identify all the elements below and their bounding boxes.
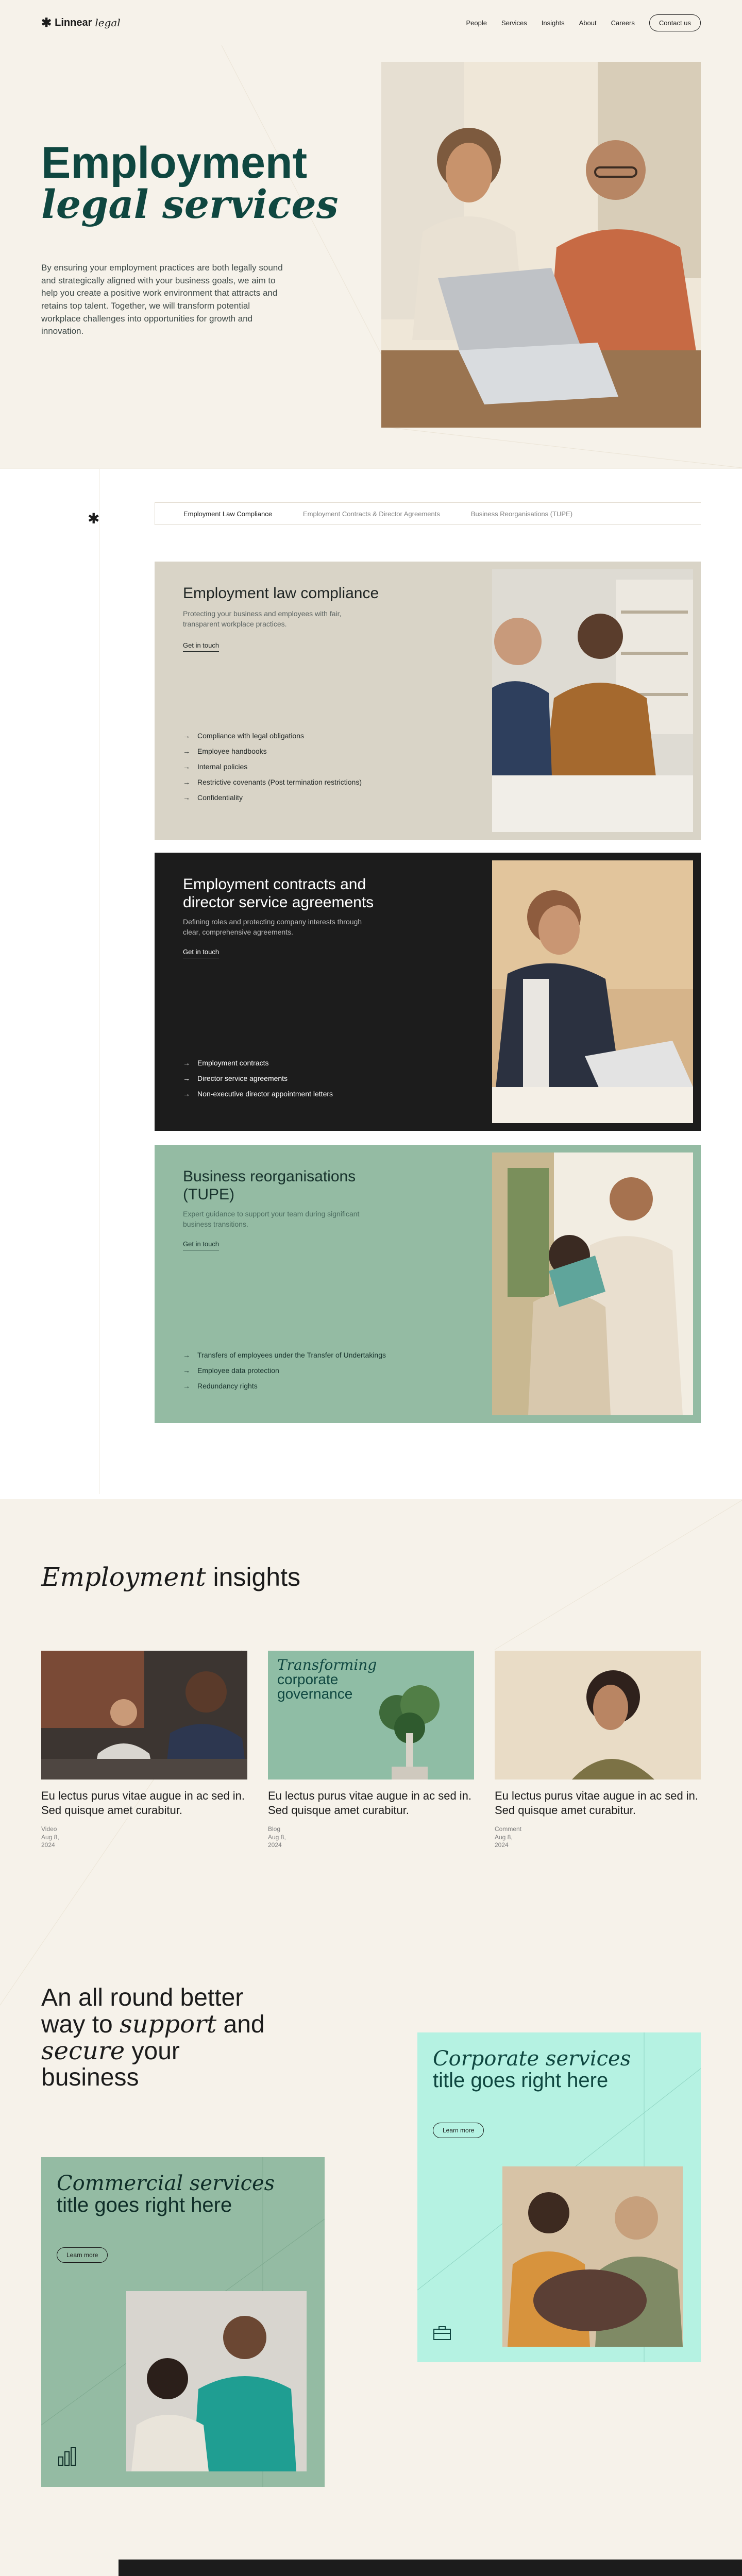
support-line-4: business [41,2064,139,2092]
service-card-compliance [155,562,701,840]
insights-title-rest: insights [206,1563,300,1591]
card-items [183,732,362,809]
briefcase-icon [433,2326,451,2341]
learn-more-button[interactable]: Learn more [57,2247,108,2263]
list-item: → Employee data protection [183,1366,386,1375]
tab-employment-law-compliance[interactable]: Employment Law Compliance [183,510,272,518]
support-line-3-em: secure [41,2036,125,2065]
asterisk-icon: ✱ [88,511,100,527]
service-card-contracts [155,853,701,1131]
hero-section [0,45,742,468]
article-card[interactable] [268,1651,474,1850]
nav-item-people[interactable]: People [466,19,487,27]
list-item: → Internal policies [183,762,362,771]
list-item: → Director service agreements [183,1074,333,1082]
tablet-discussion-illustration [492,1153,693,1415]
commercial-photo [126,2291,307,2471]
article-type: Video [41,1825,57,1833]
support-line-2a: way to [41,2010,120,2038]
card-title [433,2048,631,2091]
article-title: Eu lectus purus vitae augue in ac sed in. Sed quisque amet curabitur. [41,1789,245,1817]
laptop-team-illustration [502,2166,683,2347]
list-item: → Redundancy rights [183,1382,386,1390]
brand-name: Linnear [55,16,92,28]
nav-item-about[interactable]: About [579,19,597,27]
nav-item-services[interactable]: Services [501,19,527,27]
woman-portrait-image [495,1651,701,1780]
thumbnail-headline [277,1658,377,1701]
list-item: → Compliance with legal obligations [183,732,362,740]
colleagues-illustration [492,569,693,832]
title-line-2: legal services [41,181,339,227]
article-thumbnail [41,1651,247,1780]
article-year: 2024 [268,1841,282,1849]
card-title: Business reorganisations (TUPE) [183,1168,356,1203]
insights-title-em: Employment [41,1562,206,1592]
article-type: Comment [495,1825,522,1833]
article-year: 2024 [495,1841,509,1849]
title-line-1: Employment [41,138,308,188]
card-title: Employment contracts and director service agreements [183,876,374,911]
card-items [183,1351,386,1397]
card-title-rest: title goes right here [57,2194,232,2216]
support-line-2-em: support [120,2009,217,2039]
compliance-photo [492,569,693,832]
get-in-touch-link[interactable]: Get in touch [183,948,219,958]
support-line-1: An all round better [41,1984,244,2011]
article-date: Aug 8, [41,1833,59,1841]
reorganisations-photo [492,1153,693,1415]
thumb-line-1: Transforming [277,1656,377,1673]
card-description: Defining roles and protecting company interests through clear, comprehensive agreements. [183,918,362,936]
team-meeting-image [41,1651,247,1780]
article-card[interactable] [495,1651,701,1850]
card-description: Expert guidance to support your team during significant business transitions. [183,1210,360,1228]
get-in-touch-link[interactable]: Get in touch [183,1240,219,1250]
list-item: → Employment contracts [183,1059,333,1067]
hero-description: By ensuring your employment practices are both legally sound and strategically aligned with your business goals, we aim to help you create a positive work environment that attracts and retains top talent. Together, we will transform potential workplace challenges into opportunities for growth and innovation. [41,263,283,336]
article-date: Aug 8, [495,1833,513,1841]
man-laptop-illustration [492,860,693,1123]
contracts-photo [492,860,693,1123]
service-tabs [155,502,701,525]
article-meta [495,1825,701,1850]
thumb-line-2: corporate [277,1671,339,1687]
brand-sub: legal [95,16,121,29]
card-title-rest: title goes right here [433,2069,609,2092]
hero-photo [381,62,701,428]
article-year: 2024 [41,1841,55,1849]
asterisk-logo-icon: ✱ [41,15,52,30]
corporate-services-card[interactable] [417,2032,701,2362]
tab-business-reorganisations[interactable]: Business Reorganisations (TUPE) [470,510,573,518]
article-meta [268,1825,474,1850]
card-title-em: Corporate services [433,2047,631,2071]
corporate-photo [502,2166,683,2347]
bonsai-tree-icon [371,1682,448,1780]
page-title [41,138,361,227]
article-card[interactable] [41,1651,247,1850]
nav-item-insights[interactable]: Insights [541,19,565,27]
article-thumbnail [268,1651,474,1780]
nav-item-careers[interactable]: Careers [611,19,635,27]
brand-logo[interactable] [41,15,121,30]
top-nav [0,0,742,45]
list-item: → Non-executive director appointment letters [183,1090,333,1098]
main-menu [466,14,701,31]
support-line-3b: your [125,2037,180,2065]
thumb-line-3: governance [277,1686,353,1702]
article-thumbnail [495,1651,701,1780]
learn-more-button[interactable]: Learn more [433,2123,484,2138]
article-date: Aug 8, [268,1833,286,1841]
meeting-illustration [381,62,701,428]
cta-section [119,2560,742,2576]
article-title: Eu lectus purus vitae augue in ac sed in. Sed quisque amet curabitur. [495,1789,699,1817]
get-in-touch-link[interactable]: Get in touch [183,641,219,652]
support-line-2b: and [216,2010,265,2038]
article-meta [41,1825,247,1850]
commercial-services-card[interactable] [41,2157,325,2487]
card-title-em: Commercial services [57,2172,275,2195]
bar-chart-icon [57,2446,77,2466]
contact-us-button[interactable]: Contact us [649,14,701,31]
tab-contracts-director-agreements[interactable]: Employment Contracts & Director Agreements [302,510,440,518]
card-title: Employment law compliance [183,585,379,602]
list-item: → Transfers of employees under the Transfer of Undertakings [183,1351,386,1359]
list-item: → Confidentiality [183,793,362,802]
list-item: → Restrictive covenants (Post termination restrictions) [183,778,362,786]
service-card-reorganisations [155,1145,701,1423]
list-item: → Employee handbooks [183,747,362,755]
card-items [183,1059,333,1105]
article-title: Eu lectus purus vitae augue in ac sed in. Sed quisque amet curabitur. [268,1789,472,1817]
article-type: Blog [268,1825,281,1833]
insights-title [41,1562,300,1592]
services-section [0,469,742,1499]
green-sweater-illustration [126,2291,307,2471]
support-heading [41,1985,265,2091]
card-description: Protecting your business and employees with fair, transparent workplace practices. [183,609,342,628]
card-title [57,2173,275,2216]
insights-section [0,1500,742,2510]
